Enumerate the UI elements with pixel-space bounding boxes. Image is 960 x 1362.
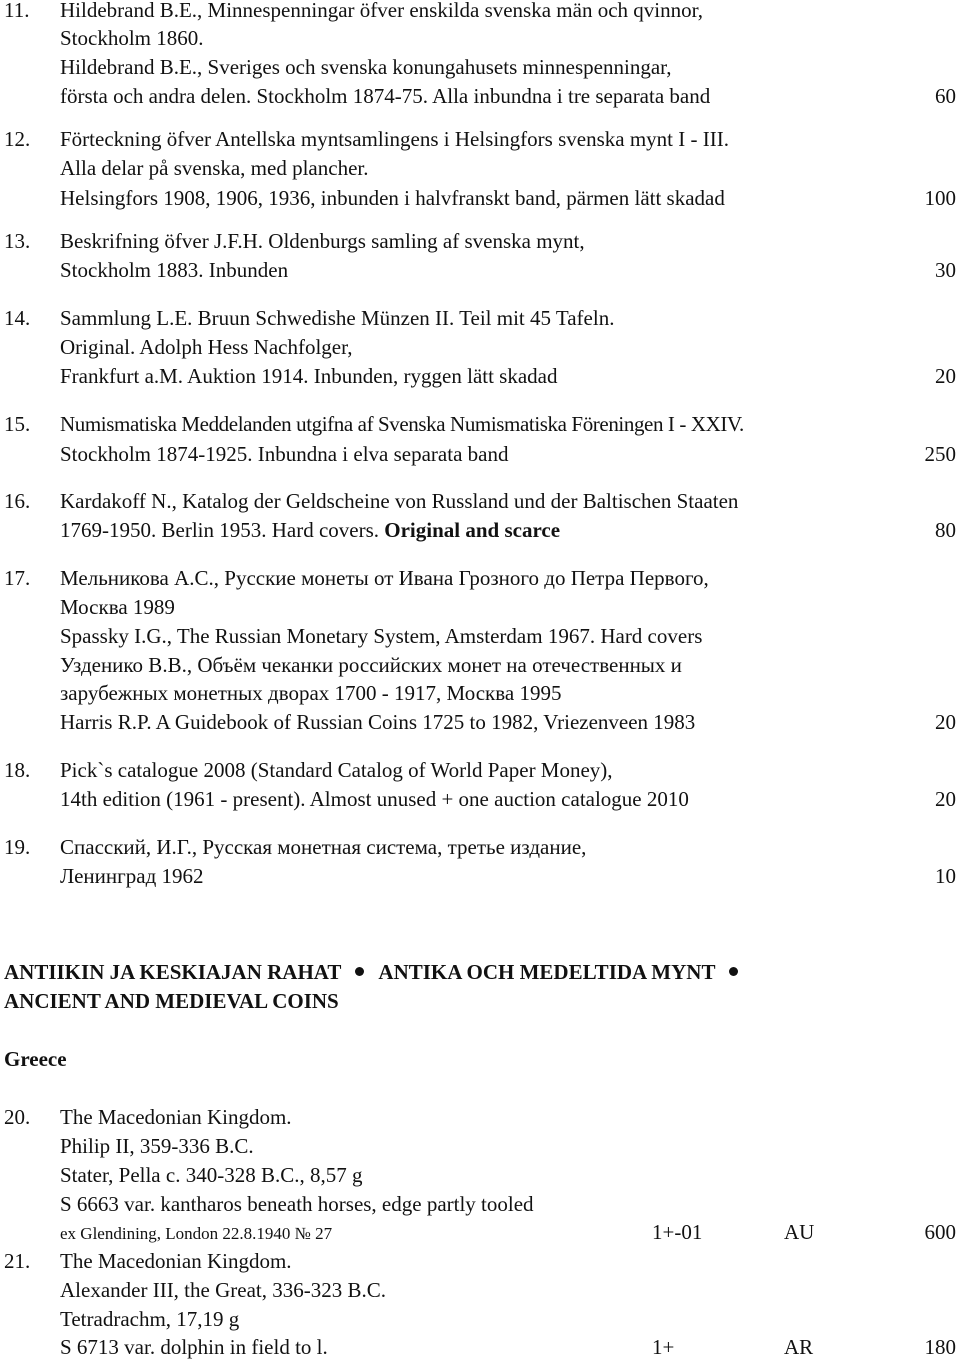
item-price: 30 bbox=[935, 258, 956, 282]
item-text-line: Stockholm 1883. Inbunden bbox=[60, 258, 289, 282]
item-text-line: S 6713 var. dolphin in field to l. bbox=[60, 1335, 328, 1359]
heading-english: ANCIENT AND MEDIEVAL COINS bbox=[4, 989, 339, 1013]
heading-finnish: ANTIIKIN JA KESKIAJAN RAHAT bbox=[4, 960, 342, 984]
heading-swedish: ANTIKA OCH MEDELTIDA MYNT bbox=[378, 960, 716, 984]
item-text-line: Helsingfors 1908, 1906, 1936, inbunden i halvfranskt band, pärmen lätt skadad bbox=[60, 186, 725, 210]
item-provenance: ex Glendining, London 22.8.1940 № 27 bbox=[60, 1224, 333, 1243]
item-text-line: Stater, Pella c. 340-328 B.C., 8,57 g bbox=[60, 1163, 363, 1187]
item-text-line: S 6663 var. kantharos beneath horses, edge partly tooled bbox=[60, 1192, 534, 1216]
item-text-plain: 1769-1950. Berlin 1953. Hard covers. bbox=[60, 518, 380, 542]
item-text-line: зарубежных монетных дворах 1700 - 1917, Москва 1995 bbox=[60, 681, 562, 705]
item-text-line: Stockholm 1874-1925. Inbundna i elva separata band bbox=[60, 442, 509, 466]
item-number: 13. bbox=[4, 229, 31, 253]
item-text-line: Spassky I.G., The Russian Monetary System, Amsterdam 1967. Hard covers bbox=[60, 624, 703, 648]
item-number: 16. bbox=[4, 489, 31, 513]
item-text-line: Alexander III, the Great, 336-323 B.C. bbox=[60, 1278, 386, 1302]
coin-metal: AU bbox=[784, 1220, 815, 1244]
item-price: 60 bbox=[935, 84, 956, 108]
item-text-line: Pick`s catalogue 2008 (Standard Catalog of World Paper Money), bbox=[60, 758, 613, 782]
item-price: 180 bbox=[924, 1335, 956, 1359]
item-text-line: Ленинград 1962 bbox=[60, 864, 204, 888]
item-price: 600 bbox=[924, 1220, 956, 1244]
item-price: 10 bbox=[935, 864, 956, 888]
item-text-line: Original. Adolph Hess Nachfolger, bbox=[60, 335, 353, 359]
item-price: 250 bbox=[924, 442, 956, 466]
item-number: 12. bbox=[4, 127, 31, 151]
item-text-line: Tetradrachm, 17,19 g bbox=[60, 1307, 240, 1331]
item-text-line: Спасский, И.Г., Русская монетная система, третье издание, bbox=[60, 835, 587, 859]
bullet-icon bbox=[355, 967, 364, 976]
item-text-line: Hildebrand B.E., Sveriges och svenska konungahusets minnespenningar, bbox=[60, 55, 672, 79]
item-text-line: Harris R.P. A Guidebook of Russian Coins 1725 to 1982, Vriezenveen 1983 bbox=[60, 710, 696, 734]
item-text-line: Hildebrand B.E., Minnespenningar öfver enskilda svenska män och qvinnor, bbox=[60, 0, 704, 22]
item-text-line: The Macedonian Kingdom. bbox=[60, 1105, 292, 1129]
item-text-line: Sammlung L.E. Bruun Schwedishe Münzen II. Teil mit 45 Tafeln. bbox=[60, 306, 615, 330]
item-text-line: Frankfurt a.M. Auktion 1914. Inbunden, ryggen lätt skadad bbox=[60, 364, 558, 388]
item-text-line: Philip II, 359-336 B.C. bbox=[60, 1134, 254, 1158]
item-text-line: Мельникова А.С., Русские монеты от Ивана Грозного до Петра Первого, bbox=[60, 566, 709, 590]
item-price: 100 bbox=[924, 186, 956, 210]
item-number: 17. bbox=[4, 566, 31, 590]
item-text-line: 14th edition (1961 - present). Almost unused + one auction catalogue 2010 bbox=[60, 787, 689, 811]
item-text-line: Москва 1989 bbox=[60, 595, 175, 619]
item-price: 80 bbox=[935, 518, 956, 542]
item-text-line: Förteckning öfver Antellska myntsamlingens i Helsingfors svenska mynt I - III. bbox=[60, 127, 729, 151]
item-number: 11. bbox=[4, 0, 30, 22]
item-text-line: Numismatiska Meddelanden utgifna af Svenska Numismatiska Föreningen I - XXIV. bbox=[60, 412, 744, 436]
item-text-line: första och andra delen. Stockholm 1874-75. Alla inbundna i tre separata band bbox=[60, 84, 711, 108]
item-text-line: Beskrifning öfver J.F.H. Oldenburgs samling af svenska mynt, bbox=[60, 229, 585, 253]
item-text-line: The Macedonian Kingdom. bbox=[60, 1249, 292, 1273]
item-text-bold: Original and scarce bbox=[384, 518, 561, 542]
item-price: 20 bbox=[935, 787, 956, 811]
item-number: 20. bbox=[4, 1105, 31, 1129]
item-number: 14. bbox=[4, 306, 31, 330]
coin-grade: 1+ bbox=[652, 1335, 675, 1359]
item-number: 15. bbox=[4, 412, 31, 436]
item-text-line: Узденико В.В., Объём чеканки российских монет на отечественных и bbox=[60, 653, 682, 677]
coin-grade: 1+-01 bbox=[652, 1220, 703, 1244]
item-price: 20 bbox=[935, 710, 956, 734]
item-text-line: Alla delar på svenska, med plancher. bbox=[60, 156, 369, 180]
item-text-line: Kardakoff N., Katalog der Geldscheine von Russland und der Baltischen Staaten bbox=[60, 489, 739, 513]
item-price: 20 bbox=[935, 364, 956, 388]
coin-metal: AR bbox=[784, 1335, 814, 1359]
item-number: 19. bbox=[4, 835, 31, 859]
subheading: Greece bbox=[4, 1047, 67, 1071]
item-text-line: Stockholm 1860. bbox=[60, 26, 204, 50]
section-heading bbox=[4, 958, 752, 987]
bullet-icon bbox=[729, 967, 738, 976]
item-number: 18. bbox=[4, 758, 31, 782]
item-number: 21. bbox=[4, 1249, 31, 1273]
item-text-line bbox=[60, 516, 560, 545]
